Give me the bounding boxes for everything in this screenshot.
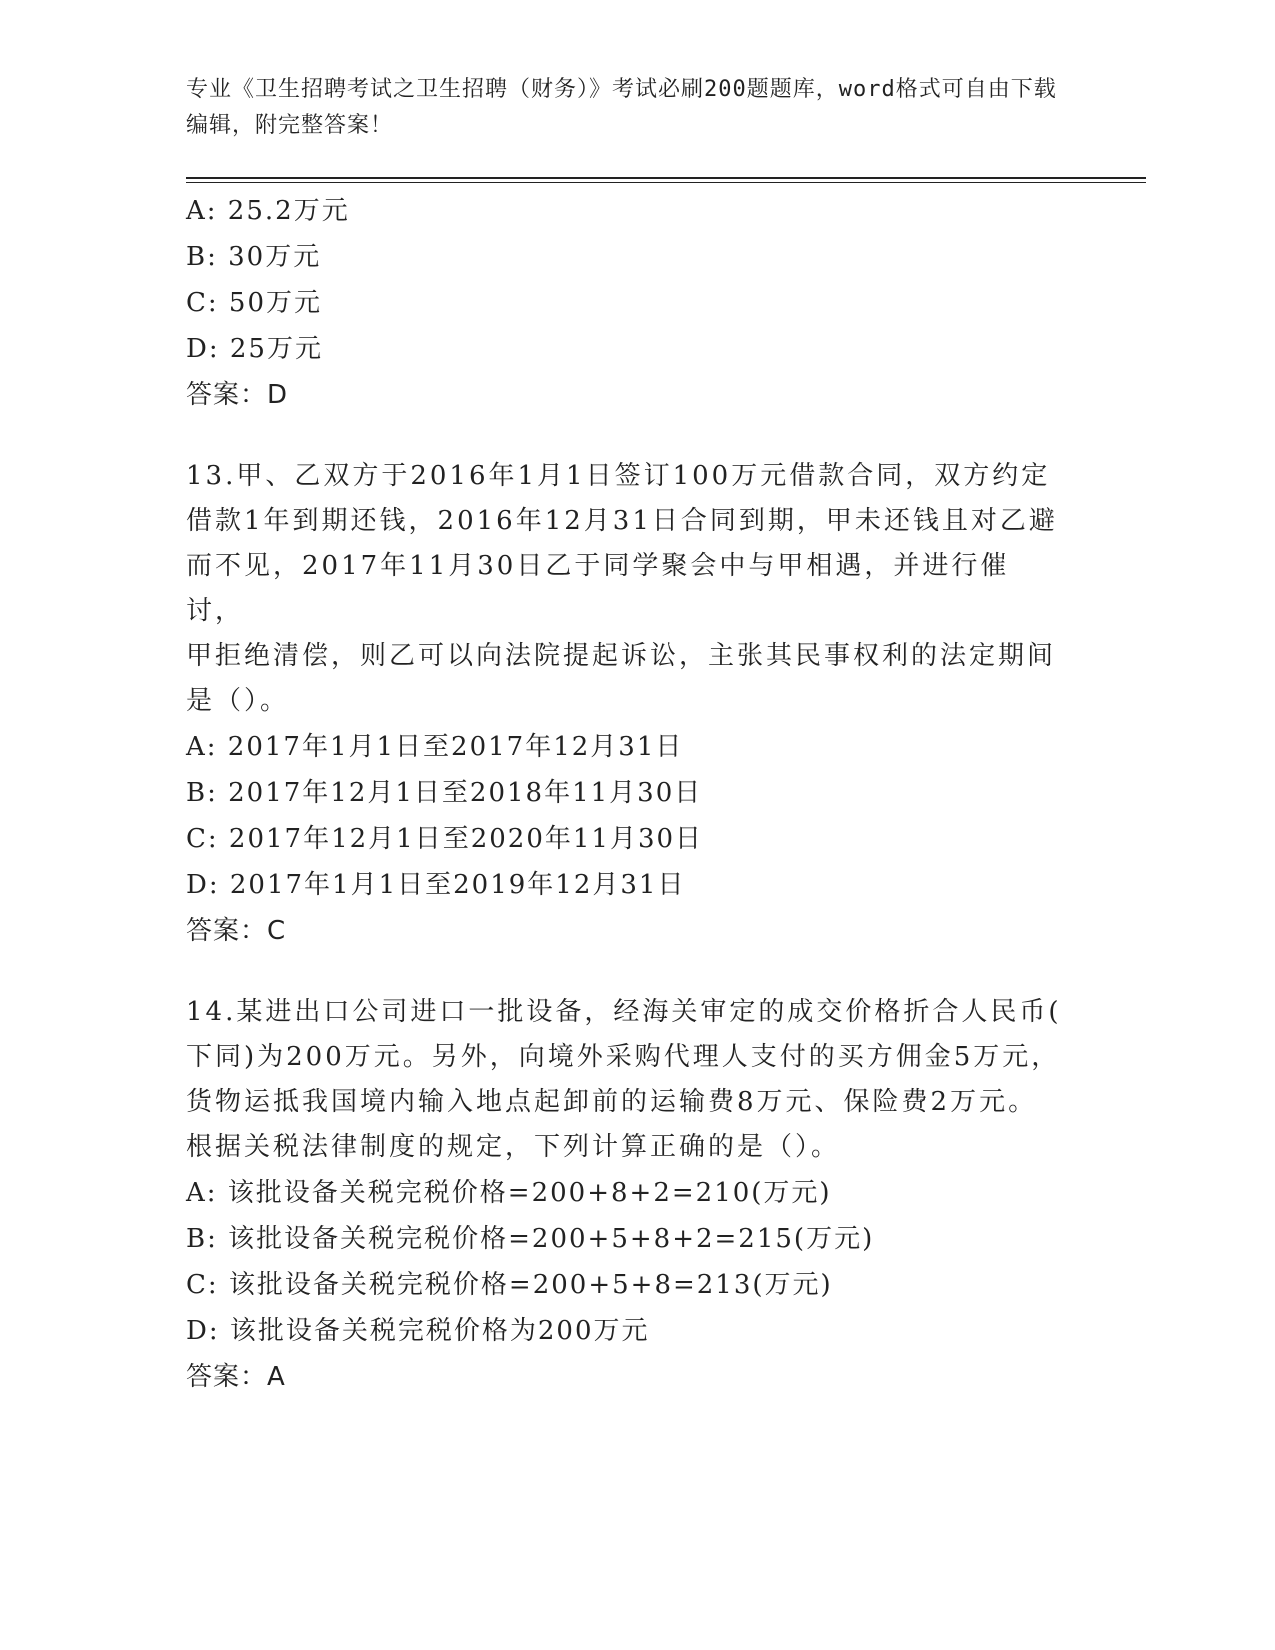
question-13-line: 是（）。 — [186, 686, 290, 716]
option-d: D: 2017年1月1日至2019年12月31日 — [186, 870, 686, 900]
option-b: B: 30万元 — [186, 242, 322, 272]
header-rule-thin — [186, 182, 1146, 183]
question-14-stem — [186, 990, 1066, 1170]
question-12-options — [186, 188, 1066, 372]
question-13-stem — [186, 454, 1066, 724]
option-c: C: 50万元 — [186, 288, 323, 318]
document-header — [186, 72, 1066, 144]
option-a: A: 该批设备关税完税价格=200+8+2=210(万元) — [186, 1178, 832, 1208]
question-14-line: 下同)为200万元。另外，向境外采购代理人支付的买方佣金5万元， — [186, 1042, 1061, 1072]
option-b: B: 该批设备关税完税价格=200+5+8+2=215(万元) — [186, 1224, 875, 1254]
option-a: A: 2017年1月1日至2017年12月31日 — [186, 732, 684, 762]
option-d: D: 25万元 — [186, 334, 323, 364]
question-13-line: 甲拒绝清偿，则乙可以向法院提起诉讼，主张其民事权利的法定期间 — [186, 641, 1057, 671]
question-14-line: 货物运抵我国境内输入地点起卸前的运输费8万元、保险费2万元。 — [186, 1087, 1038, 1117]
question-13-line: 而不见，2017年11月30日乙于同学聚会中与甲相遇，并进行催讨， — [186, 551, 1010, 626]
question-14-answer: 答案：A — [186, 1362, 286, 1392]
question-12-answer: 答案：D — [186, 380, 289, 410]
question-14 — [186, 990, 1066, 1400]
option-c: C: 2017年12月1日至2020年11月30日 — [186, 824, 704, 854]
question-14-line: 14.某进出口公司进口一批设备，经海关审定的成交价格折合人民币( — [186, 997, 1062, 1027]
option-d: D: 该批设备关税完税价格为200万元 — [186, 1316, 650, 1346]
option-b: B: 2017年12月1日至2018年11月30日 — [186, 778, 703, 808]
option-a: A: 25.2万元 — [186, 196, 350, 226]
question-13 — [186, 454, 1066, 954]
question-13-answer: 答案：C — [186, 916, 287, 946]
option-c: C: 该批设备关税完税价格=200+5+8=213(万元) — [186, 1270, 833, 1300]
header-text: 专业《卫生招聘考试之卫生招聘（财务）》考试必刷200题题库，word格式可自由下载编辑，附完整答案！ — [186, 77, 1057, 138]
question-13-line: 借款1年到期还钱，2016年12月31日合同到期，甲未还钱且对乙避 — [186, 506, 1058, 536]
question-13-line: 13.甲、乙双方于2016年1月1日签订100万元借款合同，双方约定 — [186, 461, 1051, 491]
document-body — [186, 188, 1066, 1400]
header-rule-thick — [186, 177, 1146, 179]
question-14-line: 根据关税法律制度的规定，下列计算正确的是（）。 — [186, 1132, 841, 1162]
